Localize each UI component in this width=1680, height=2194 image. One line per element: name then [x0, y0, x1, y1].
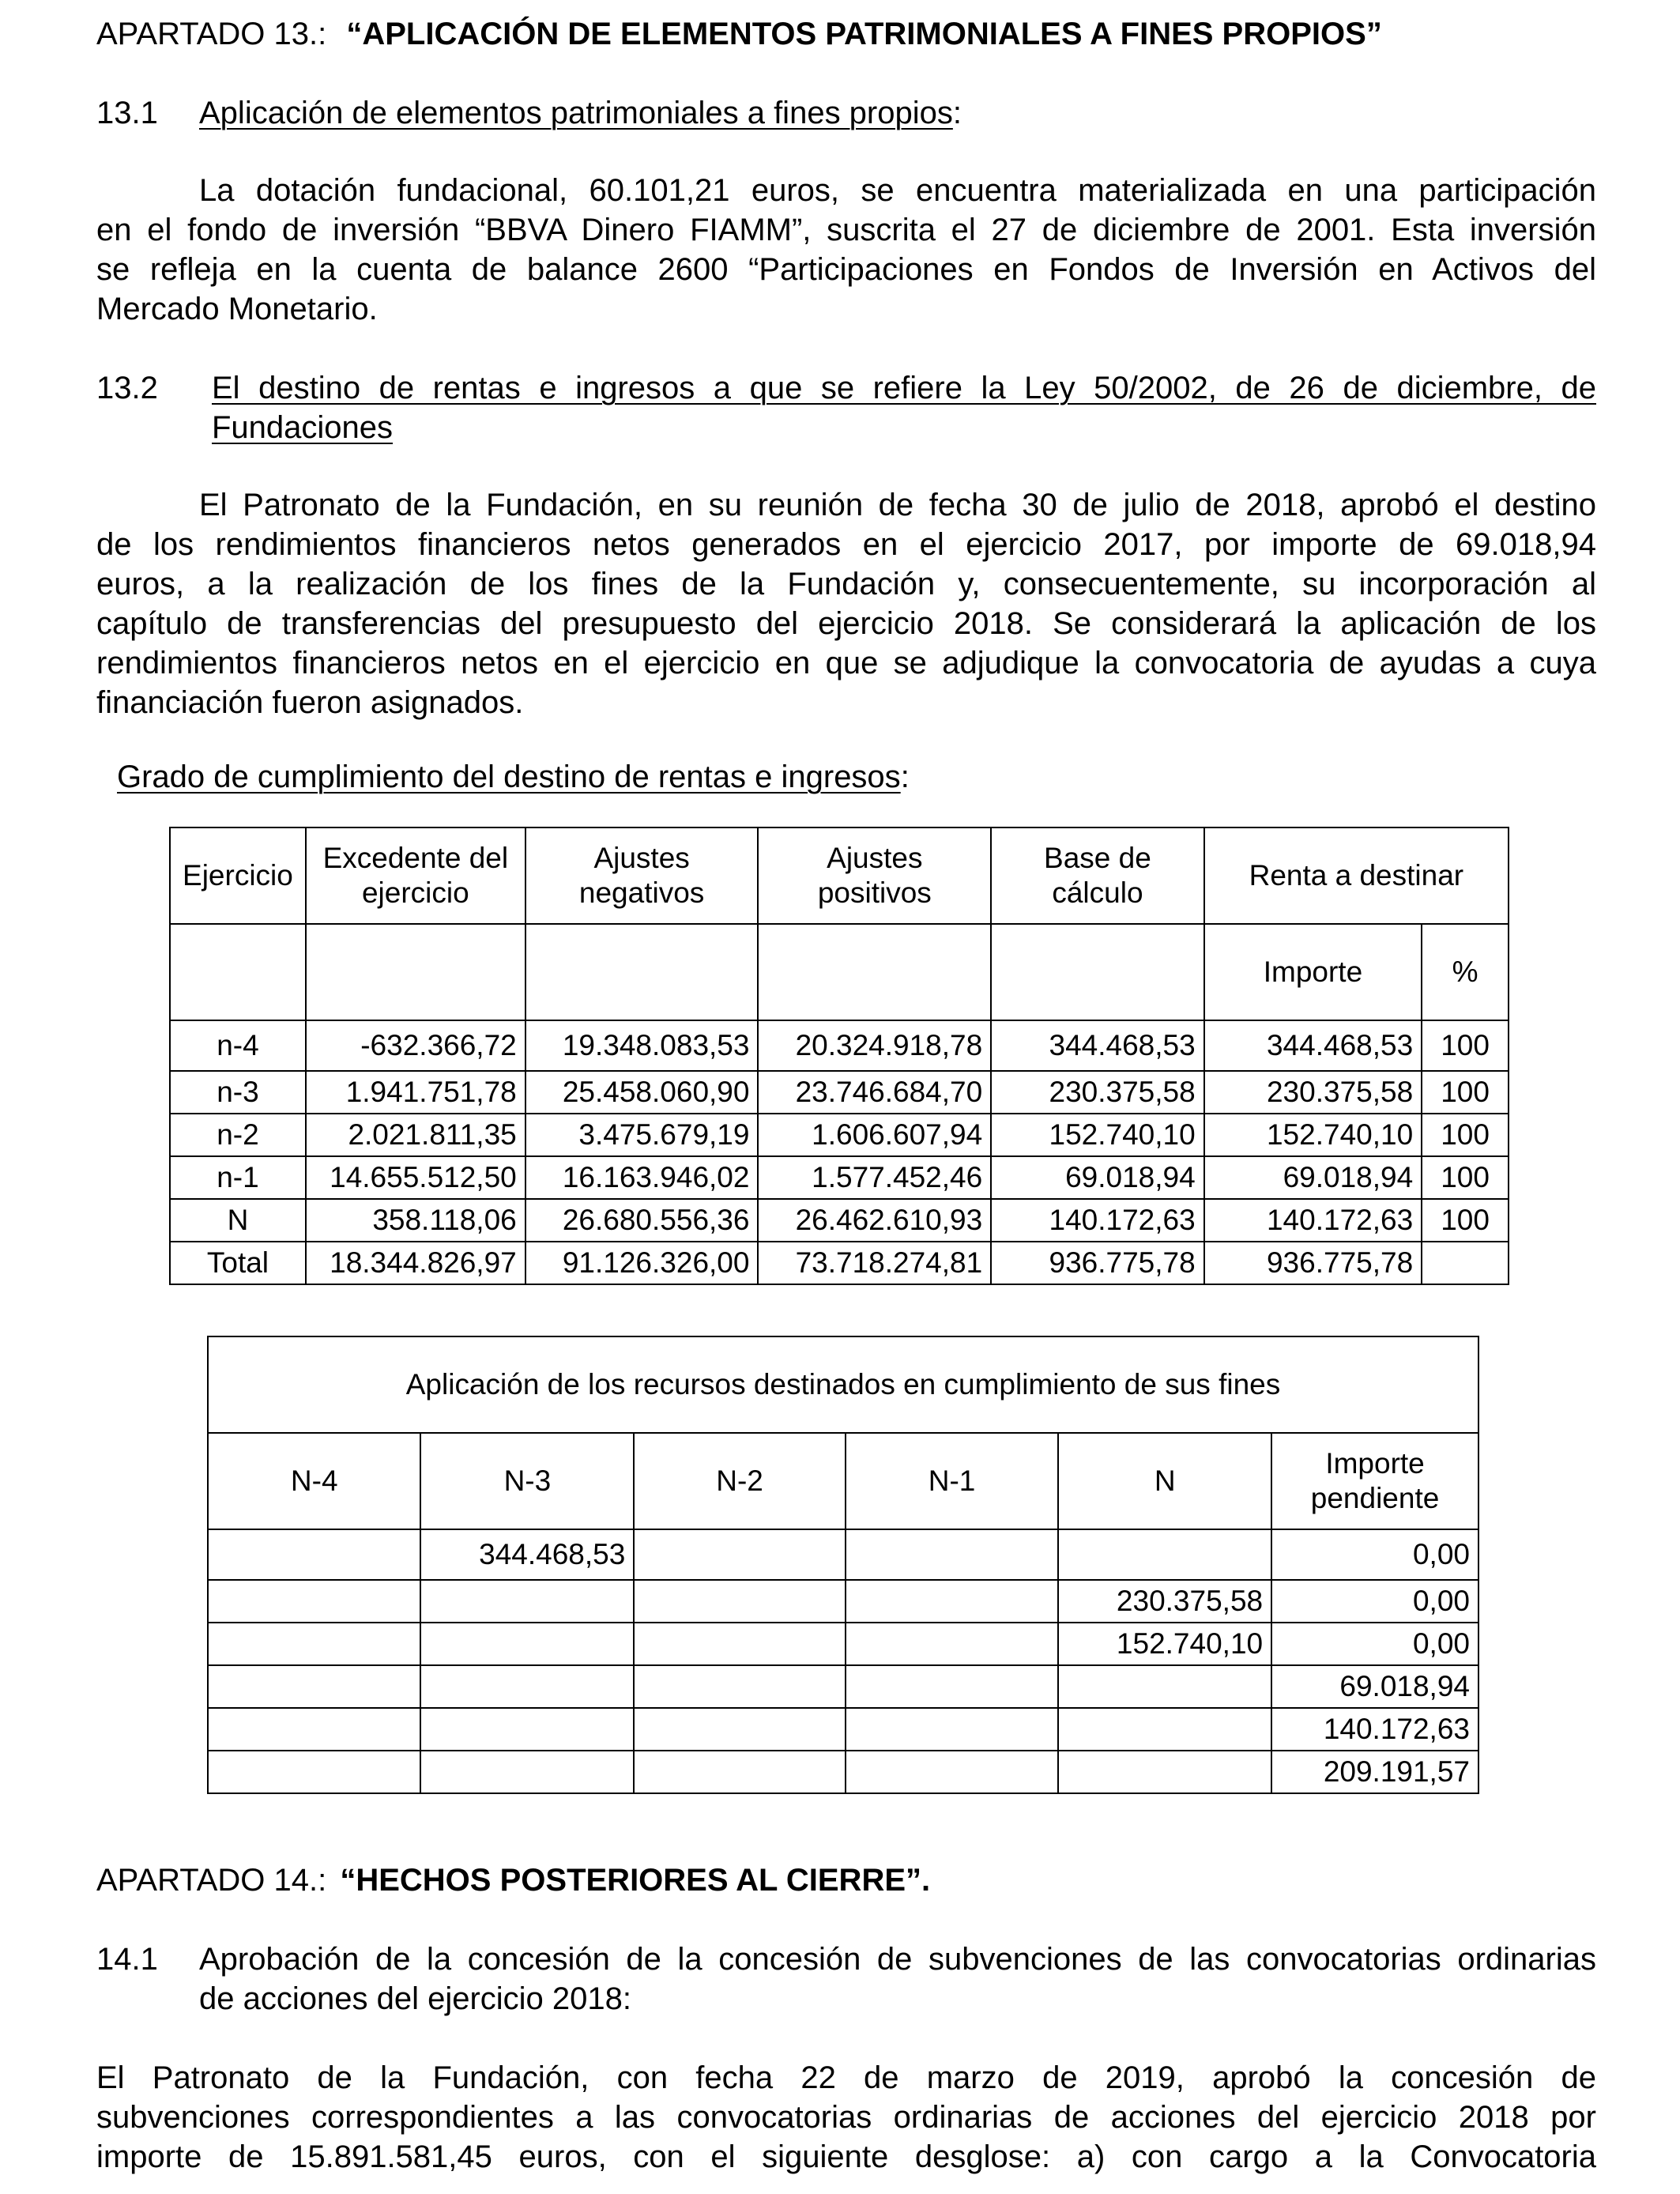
- grado-cumplimiento-table: [169, 827, 1509, 1285]
- header-pct: %: [1422, 924, 1509, 1020]
- header-importe: Importe: [1204, 924, 1422, 1020]
- header-excedente: Excedente del ejercicio: [306, 827, 525, 924]
- table-row: 152.740,10 0,00: [208, 1623, 1478, 1665]
- header-ajustes-negativos: Ajustes negativos: [525, 827, 759, 924]
- header-n: N: [1058, 1433, 1271, 1529]
- table2-title: Aplicación de los recursos destinados en cumplimiento de sus fines: [208, 1336, 1478, 1433]
- table-row: N 358.118,06 26.680.556,36 26.462.610,93 140.172,63 140.172,63 100: [170, 1199, 1509, 1242]
- section-label: APARTADO 14.:: [96, 1863, 327, 1898]
- paragraph-13-2: El Patronato de la Fundación, en su reunión de fecha 30 de julio de 2018, aprobó el destino de los rendimientos financieros netos generados en el ejercicio 2017, por importe de 69.018,94 euros, a la realización de los fines de la Fundación y, consecuentemente, su incorporación al capítulo de transferencias del presupuesto del ejercicio 2018. Se considerará la aplicación de los rendimientos financieros netos en el ejercicio en que se adjudique la convocatoria de ayudas a cuya financiación fueron asignados.: [96, 488, 1596, 720]
- subsection-13-2-number: 13.2: [96, 371, 158, 405]
- table-row: 140.172,63: [208, 1708, 1478, 1751]
- header-base-calculo: Base de cálculo: [991, 827, 1204, 924]
- section-13-heading: [96, 14, 1382, 54]
- subsection-14-1-title: Aprobación de la concesión de la concesión de subvenciones de las convocatorias ordinarias de acciones del ejercicio 2018:: [199, 1942, 1596, 2016]
- subsection-14-1-number: 14.1: [96, 1942, 158, 1977]
- header-n-3: N-3: [420, 1433, 634, 1529]
- table-row: n-2 2.021.811,35 3.475.679,19 1.606.607,94 152.740,10 152.740,10 100: [170, 1114, 1509, 1156]
- header-ejercicio: Ejercicio: [170, 827, 306, 924]
- table-row: 344.468,53 0,00: [208, 1529, 1478, 1580]
- header-importe-pendiente: Importe pendiente: [1271, 1433, 1478, 1529]
- paragraph-13-1: La dotación fundacional, 60.101,21 euros, se encuentra materializada en una participación en el fondo de inversión “BBVA Dinero FIAMM”, suscrita el 27 de diciembre de 2001. Esta inversión se refleja en la cuenta de balance 2600 “Participaciones en Fondos de Inversión en Activos del Mercado Monetario.: [96, 173, 1596, 326]
- header-ajustes-positivos: Ajustes positivos: [758, 827, 991, 924]
- grado-heading: Grado de cumplimiento del destino de rentas e ingresos:: [117, 760, 910, 794]
- table-row: n-1 14.655.512,50 16.163.946,02 1.577.452,46 69.018,94 69.018,94 100: [170, 1156, 1509, 1199]
- section-title: “APLICACIÓN DE ELEMENTOS PATRIMONIALES A FINES PROPIOS”: [346, 17, 1382, 51]
- header-n-4: N-4: [208, 1433, 420, 1529]
- table-row: 69.018,94: [208, 1665, 1478, 1708]
- paragraph-14-1: El Patronato de la Fundación, con fecha 22 de marzo de 2019, aprobó la concesión de subvenciones correspondientes a las convocatorias ordinarias de acciones del ejercicio 2018 por importe de 15.891.581,45 euros, con el siguiente desglose: a) con cargo a la Convocatoria: [96, 2060, 1596, 2174]
- section-14-heading: [96, 1860, 930, 1900]
- subsection-title-text: Aplicación de elementos patrimoniales a fines propios: [199, 96, 953, 130]
- subsection-13-1-number: 13.1: [96, 96, 158, 130]
- section-label: APARTADO 13.:: [96, 17, 327, 51]
- table-row: 209.191,57: [208, 1751, 1478, 1793]
- subsection-13-1-title: Aplicación de elementos patrimoniales a fines propios:: [199, 96, 962, 130]
- subsection-13-2-title: El destino de rentas e ingresos a que se refiere la Ley 50/2002, de 26 de diciembre, de Fundaciones: [212, 371, 1596, 445]
- header-n-1: N-1: [846, 1433, 1058, 1529]
- aplicacion-recursos-table: [207, 1336, 1479, 1794]
- header-n-2: N-2: [634, 1433, 845, 1529]
- table-row-total: Total 18.344.826,97 91.126.326,00 73.718.274,81 936.775,78 936.775,78: [170, 1242, 1509, 1284]
- table-row: 230.375,58 0,00: [208, 1580, 1478, 1623]
- section-title: “HECHOS POSTERIORES AL CIERRE”.: [340, 1863, 931, 1898]
- table-row: n-3 1.941.751,78 25.458.060,90 23.746.684,70 230.375,58 230.375,58 100: [170, 1071, 1509, 1114]
- header-renta-destinar: Renta a destinar: [1204, 827, 1509, 924]
- table-row: n-4 -632.366,72 19.348.083,53 20.324.918,78 344.468,53 344.468,53 100: [170, 1020, 1509, 1071]
